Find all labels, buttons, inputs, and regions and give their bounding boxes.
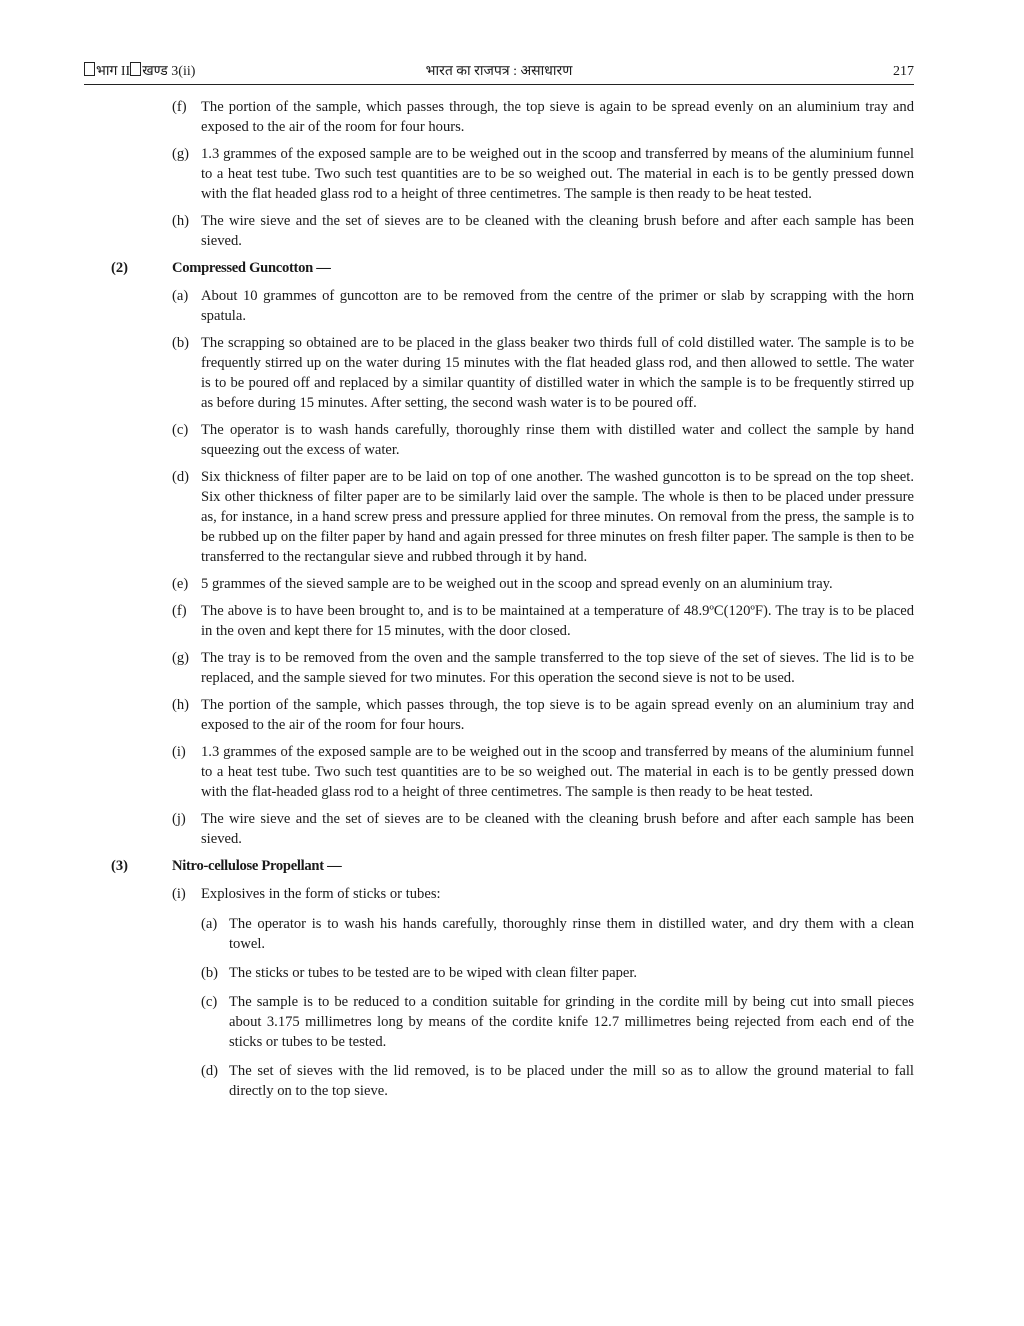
header-part-label: भाग II	[96, 64, 131, 79]
sub-item-text: The sticks or tubes to be tested are to be wiped with clean filter paper.	[229, 965, 638, 981]
item-text: 1.3 grammes of the exposed sample are to be weighed out in the scoop and transferred by means of the aluminium funnel to a heat test tube. Two such test quantities are to be so weighed out. The material in each is to be gently pressed down with the flat-headed glass rod to a height of three centimetres. The sample is then ready to be heat tested.	[201, 744, 914, 800]
list-item	[0, 601, 1024, 641]
item-label: (h)	[172, 697, 190, 713]
list-item	[0, 648, 1024, 688]
page-content	[0, 97, 1024, 1110]
item-label: (d)	[172, 469, 190, 485]
item-text: The above is to have been brought to, and is to be maintained at a temperature of 48.9ºC(120ºF). The tray is to be placed in the oven and kept there for 15 minutes, with the door closed.	[201, 603, 914, 639]
item-text: About 10 grammes of guncotton are to be removed from the centre of the primer or slab by scrapping with the horn spatula.	[201, 288, 914, 324]
item-label: (c)	[172, 422, 189, 438]
item-text: The scrapping so obtained are to be placed in the glass beaker two thirds full of cold distilled water. The sample is to be frequently stirred up on the water during 15 minutes with the flat headed glass rod, and then allowed to settle. The water is to be poured off and replaced by a similar quantity of distilled water in which the sample is to be frequently stirred up as before during 15 minutes. After setting, the second wash water is to be poured off.	[201, 335, 914, 411]
item-label: (g)	[172, 650, 190, 666]
section-title: Nitro-cellulose Propellant —	[172, 858, 342, 874]
item-text: The tray is to be removed from the oven and the sample transferred to the top sieve of the set of sieves. The lid is to be replaced, and the sample sieved for two minutes. For this operation the second sieve is not to be used.	[201, 650, 914, 686]
page-number: 217	[893, 64, 914, 79]
list-item	[0, 144, 1024, 204]
sub-item-label: (a)	[201, 916, 218, 932]
list-item	[0, 884, 1024, 904]
list-item	[0, 97, 1024, 137]
item-text: Six thickness of filter paper are to be laid on top of one another. The washed guncotton is to be spread on the top sheet. Six other thickness of filter paper are to be similarly laid over the sample. The whole is then to be placed under pressure as, for instance, in a hand screw press and pressure applied for three minutes. On removal from the press, the sample is to be rubbed up on the filter paper by hand and again pressed for three minutes on fresh filter paper. The sample is then to be transferred to the rectangular sieve and rubbed through it by hand.	[201, 469, 914, 565]
item-label: (g)	[172, 146, 190, 162]
sub-item-label: (d)	[201, 1063, 219, 1079]
item-text: The wire sieve and the set of sieves are to be cleaned with the cleaning brush before and after each sample has been sieved.	[201, 213, 914, 249]
list-item	[0, 574, 1024, 594]
item-label: (i)	[172, 886, 186, 902]
item-label: (f)	[172, 603, 187, 619]
item-label: (j)	[172, 811, 186, 827]
list-item	[0, 333, 1024, 413]
sub-list-item	[0, 992, 1024, 1052]
sub-item-text: The sample is to be reduced to a condition suitable for grinding in the cordite mill by being cut into small pieces about 3.175 millimetres long by means of the cordite knife 12.7 millimetres being rejected from each end of the sticks or tubes to be tested.	[229, 994, 914, 1050]
item-label: (f)	[172, 99, 187, 115]
section-number: (2)	[111, 260, 129, 276]
section-number: (3)	[111, 858, 129, 874]
section-heading	[0, 856, 1024, 876]
section-heading	[0, 258, 1024, 278]
item-label: (i)	[172, 744, 186, 760]
list-item	[0, 211, 1024, 251]
sub-item-label: (b)	[201, 965, 219, 981]
sub-list-item	[0, 963, 1024, 983]
header-title: भारत का राजपत्र : असाधारण	[425, 64, 573, 79]
item-label: (h)	[172, 213, 190, 229]
list-item	[0, 467, 1024, 567]
header-section-label: खण्ड 3(ii)	[142, 64, 196, 79]
item-text: The portion of the sample, which passes through, the top sieve is to be again spread evenly on an aluminium tray and exposed to the air of the room for four hours.	[201, 697, 914, 733]
sub-item-label: (c)	[201, 994, 218, 1010]
item-text: Explosives in the form of sticks or tubes:	[201, 886, 441, 902]
item-label: (b)	[172, 335, 190, 351]
list-item	[0, 420, 1024, 460]
list-item	[0, 695, 1024, 735]
sub-list-item	[0, 914, 1024, 954]
item-label: (a)	[172, 288, 189, 304]
list-item	[0, 286, 1024, 326]
list-item	[0, 809, 1024, 849]
section-title: Compressed Guncotton —	[172, 260, 331, 276]
page-header	[84, 60, 914, 85]
item-text: 1.3 grammes of the exposed sample are to be weighed out in the scoop and transferred by means of the aluminium funnel to a heat test tube. Two such test quantities are to be so weighed out. The material in each is to be gently pressed down with the flat headed glass rod to a height of three centimetres. The sample is then ready to be heat tested.	[201, 146, 914, 202]
sub-list-item	[0, 1061, 1024, 1101]
sub-item-text: The operator is to wash his hands carefully, thoroughly rinse them in distilled water, and dry them with a clean towel.	[229, 916, 914, 952]
item-text: The portion of the sample, which passes through, the top sieve is again to be spread evenly on an aluminium tray and exposed to the air of the room for four hours.	[201, 99, 914, 135]
item-label: (e)	[172, 576, 189, 592]
item-text: The operator is to wash hands carefully, thoroughly rinse them with distilled water and collect the sample by hand squeezing out the excess of water.	[201, 422, 914, 458]
item-text: 5 grammes of the sieved sample are to be weighed out in the scoop and spread evenly on an aluminium tray.	[201, 576, 833, 592]
item-text: The wire sieve and the set of sieves are to be cleaned with the cleaning brush before and after each sample has been sieved.	[201, 811, 914, 847]
list-item	[0, 742, 1024, 802]
sub-item-text: The set of sieves with the lid removed, is to be placed under the mill so as to allow the ground material to fall directly on to the top sieve.	[229, 1063, 914, 1099]
